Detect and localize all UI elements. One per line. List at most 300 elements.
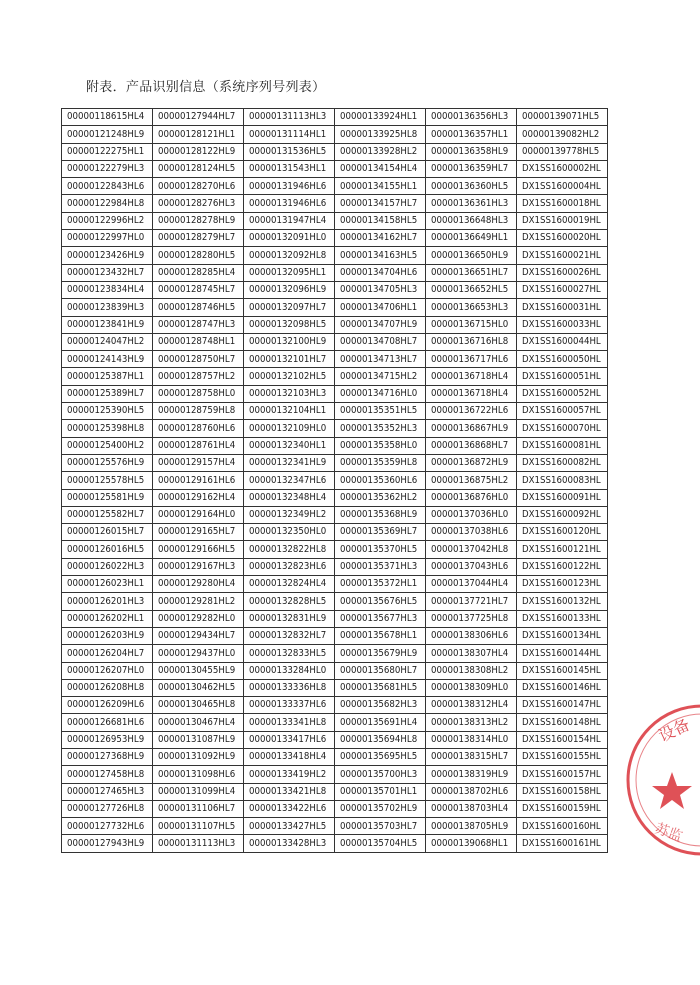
serial-number-cell: 00000134158HL5 — [335, 212, 426, 229]
serial-number-cell: DX1SS1600018HL — [517, 195, 608, 212]
serial-number-cell: 00000132100HL9 — [244, 333, 335, 350]
serial-number-cell: 00000135676HL5 — [335, 593, 426, 610]
serial-number-cell: 00000122984HL8 — [62, 195, 153, 212]
serial-number-cell: 00000126202HL1 — [62, 610, 153, 627]
serial-number-cell: 00000136648HL3 — [426, 212, 517, 229]
serial-number-cell: 00000133422HL6 — [244, 800, 335, 817]
serial-number-cell: 00000139071HL5 — [517, 109, 608, 126]
serial-number-cell: 00000134705HL3 — [335, 281, 426, 298]
table-row — [62, 748, 608, 765]
serial-number-cell: DX1SS1600120HL — [517, 524, 608, 541]
serial-number-cell: 00000125389HL7 — [62, 385, 153, 402]
serial-number-cell: 00000134716HL0 — [335, 385, 426, 402]
table-row — [62, 506, 608, 523]
serial-number-cell: 00000126023HL1 — [62, 576, 153, 593]
serial-number-cell: DX1SS1600154HL — [517, 731, 608, 748]
serial-number-cell: 00000135352HL3 — [335, 420, 426, 437]
table-row — [62, 645, 608, 662]
serial-number-cell: 00000127726HL8 — [62, 800, 153, 817]
serial-number-cell: 00000122997HL0 — [62, 230, 153, 247]
serial-number-cell: 00000131946HL6 — [244, 195, 335, 212]
table-row — [62, 610, 608, 627]
serial-number-cell: DX1SS1600092HL — [517, 506, 608, 523]
table-row — [62, 368, 608, 385]
table-row — [62, 333, 608, 350]
serial-number-cell: 00000136867HL9 — [426, 420, 517, 437]
serial-number-cell: 00000122843HL6 — [62, 178, 153, 195]
table-row — [62, 420, 608, 437]
serial-number-cell: 00000132109HL0 — [244, 420, 335, 437]
serial-number-cell: 00000132103HL3 — [244, 385, 335, 402]
serial-number-cell: 00000135702HL9 — [335, 800, 426, 817]
serial-number-cell: 00000135704HL5 — [335, 835, 426, 852]
serial-number-cell: 00000126203HL9 — [62, 627, 153, 644]
serial-number-cell: 00000128279HL7 — [153, 230, 244, 247]
seal-star-icon — [652, 772, 692, 809]
serial-number-cell: 00000124047HL2 — [62, 333, 153, 350]
serial-number-cell: 00000128122HL9 — [153, 143, 244, 160]
table-row — [62, 247, 608, 264]
serial-number-cell: 00000131092HL9 — [153, 748, 244, 765]
table-row — [62, 472, 608, 489]
serial-number-cell: 00000135695HL5 — [335, 748, 426, 765]
serial-number-cell: 00000131107HL5 — [153, 818, 244, 835]
serial-number-cell: 00000130467HL4 — [153, 714, 244, 731]
serial-number-cell: 00000125581HL9 — [62, 489, 153, 506]
serial-number-cell: 00000126681HL6 — [62, 714, 153, 731]
serial-number-cell: 00000135700HL3 — [335, 766, 426, 783]
serial-number-cell: 00000123834HL4 — [62, 281, 153, 298]
serial-number-cell: 00000135359HL8 — [335, 454, 426, 471]
serial-number-cell: 00000131113HL3 — [244, 109, 335, 126]
table-row — [62, 835, 608, 852]
serial-number-cell: 00000136361HL3 — [426, 195, 517, 212]
serial-number-cell: 00000127368HL9 — [62, 748, 153, 765]
serial-number-cell: 00000134713HL7 — [335, 351, 426, 368]
serial-number-cell: 00000127732HL6 — [62, 818, 153, 835]
serial-number-cell: 00000133284HL0 — [244, 662, 335, 679]
table-row — [62, 800, 608, 817]
serial-number-cell: 00000132349HL2 — [244, 506, 335, 523]
serial-number-cell: 00000125576HL9 — [62, 454, 153, 471]
svg-text:苏监: 苏监 — [652, 820, 685, 846]
serial-number-cell: 00000135694HL8 — [335, 731, 426, 748]
serial-number-cell: DX1SS1600091HL — [517, 489, 608, 506]
serial-number-cell: 00000133924HL1 — [335, 109, 426, 126]
serial-number-cell: 00000132831HL9 — [244, 610, 335, 627]
serial-number-cell: 00000132347HL6 — [244, 472, 335, 489]
serial-number-cell: 00000126015HL7 — [62, 524, 153, 541]
serial-number-cell: 00000136718HL4 — [426, 385, 517, 402]
serial-number-cell: 00000132823HL6 — [244, 558, 335, 575]
table-row — [62, 385, 608, 402]
serial-number-cell: DX1SS1600044HL — [517, 333, 608, 350]
serial-number-cell: 00000136651HL7 — [426, 264, 517, 281]
serial-number-cell: DX1SS1600052HL — [517, 385, 608, 402]
serial-number-cell: 00000127458HL8 — [62, 766, 153, 783]
serial-number-cell: 00000135681HL5 — [335, 679, 426, 696]
serial-number-cell: 00000131106HL7 — [153, 800, 244, 817]
serial-number-cell: DX1SS1600081HL — [517, 437, 608, 454]
serial-number-cell: 00000123841HL9 — [62, 316, 153, 333]
table-row — [62, 160, 608, 177]
table-row — [62, 126, 608, 143]
serial-number-cell: 00000132822HL8 — [244, 541, 335, 558]
serial-number-cell: 00000123426HL9 — [62, 247, 153, 264]
serial-number-cell: 00000122275HL1 — [62, 143, 153, 160]
serial-number-cell: 00000121248HL9 — [62, 126, 153, 143]
serial-number-cell: DX1SS1600145HL — [517, 662, 608, 679]
serial-number-cell: 00000128746HL5 — [153, 299, 244, 316]
serial-number-cell: 00000135678HL1 — [335, 627, 426, 644]
serial-number-cell: 00000136653HL3 — [426, 299, 517, 316]
serial-number-cell: 00000132102HL5 — [244, 368, 335, 385]
serial-number-cell: 00000128121HL1 — [153, 126, 244, 143]
serial-number-cell: DX1SS1600157HL — [517, 766, 608, 783]
serial-number-cell: 00000126016HL5 — [62, 541, 153, 558]
serial-number-table — [61, 108, 608, 853]
serial-number-cell: DX1SS1600148HL — [517, 714, 608, 731]
serial-number-cell: 00000125400HL2 — [62, 437, 153, 454]
serial-number-cell: 00000126207HL0 — [62, 662, 153, 679]
serial-number-cell: 00000129280HL4 — [153, 576, 244, 593]
serial-number-cell: 00000131536HL5 — [244, 143, 335, 160]
serial-number-cell: 00000136649HL1 — [426, 230, 517, 247]
serial-number-cell: 00000138705HL9 — [426, 818, 517, 835]
serial-number-cell: 00000133427HL5 — [244, 818, 335, 835]
serial-number-cell: 00000135682HL3 — [335, 697, 426, 714]
serial-number-cell: 00000118615HL4 — [62, 109, 153, 126]
serial-number-cell: 00000132097HL7 — [244, 299, 335, 316]
serial-number-cell: 00000126953HL9 — [62, 731, 153, 748]
serial-number-cell: DX1SS1600159HL — [517, 800, 608, 817]
serial-number-cell: 00000135371HL3 — [335, 558, 426, 575]
serial-number-cell: 00000123839HL3 — [62, 299, 153, 316]
serial-number-cell: 00000136356HL3 — [426, 109, 517, 126]
serial-number-cell: 00000126204HL7 — [62, 645, 153, 662]
serial-number-cell: 00000138703HL4 — [426, 800, 517, 817]
serial-number-cell: 00000134163HL5 — [335, 247, 426, 264]
serial-number-cell: DX1SS1600144HL — [517, 645, 608, 662]
serial-number-cell: DX1SS1600031HL — [517, 299, 608, 316]
serial-number-cell: 00000129157HL4 — [153, 454, 244, 471]
serial-number-cell: 00000131099HL4 — [153, 783, 244, 800]
serial-number-cell: 00000132828HL5 — [244, 593, 335, 610]
serial-number-cell: DX1SS1600146HL — [517, 679, 608, 696]
serial-number-cell: 00000135369HL7 — [335, 524, 426, 541]
serial-number-cell: 00000136652HL5 — [426, 281, 517, 298]
serial-number-cell: 00000136357HL1 — [426, 126, 517, 143]
table-row — [62, 143, 608, 160]
serial-number-cell: 00000137042HL8 — [426, 541, 517, 558]
serial-number-cell: 00000128758HL0 — [153, 385, 244, 402]
serial-number-cell: 00000133341HL8 — [244, 714, 335, 731]
table-row — [62, 818, 608, 835]
serial-number-cell: 00000138319HL9 — [426, 766, 517, 783]
serial-number-cell: DX1SS1600070HL — [517, 420, 608, 437]
serial-number-cell: DX1SS1600160HL — [517, 818, 608, 835]
serial-number-cell: 00000135703HL7 — [335, 818, 426, 835]
serial-number-cell: 00000130455HL9 — [153, 662, 244, 679]
table-row — [62, 109, 608, 126]
serial-number-cell: 00000132348HL4 — [244, 489, 335, 506]
table-row — [62, 351, 608, 368]
serial-number-cell: 00000125582HL7 — [62, 506, 153, 523]
serial-number-cell: 00000129282HL0 — [153, 610, 244, 627]
serial-number-cell: 00000136359HL7 — [426, 160, 517, 177]
serial-number-cell: 00000128748HL1 — [153, 333, 244, 350]
serial-number-cell: 00000139778HL5 — [517, 143, 608, 160]
serial-number-cell: 00000138315HL7 — [426, 748, 517, 765]
serial-number-cell: 00000128745HL7 — [153, 281, 244, 298]
serial-number-cell: 00000139082HL2 — [517, 126, 608, 143]
table-row — [62, 178, 608, 195]
table-row — [62, 299, 608, 316]
serial-number-cell: 00000136715HL0 — [426, 316, 517, 333]
serial-number-cell: DX1SS1600057HL — [517, 403, 608, 420]
serial-number-cell: 00000128270HL6 — [153, 178, 244, 195]
table-row — [62, 230, 608, 247]
serial-number-cell: 00000135370HL5 — [335, 541, 426, 558]
serial-number-cell: 00000133925HL8 — [335, 126, 426, 143]
table-row — [62, 264, 608, 281]
serial-number-cell: 00000137044HL4 — [426, 576, 517, 593]
table-row — [62, 489, 608, 506]
serial-number-cell: 00000134706HL1 — [335, 299, 426, 316]
table-row — [62, 731, 608, 748]
serial-number-cell: 00000134154HL4 — [335, 160, 426, 177]
serial-number-cell: 00000129167HL3 — [153, 558, 244, 575]
serial-number-cell: 00000128124HL5 — [153, 160, 244, 177]
serial-number-cell: 00000129161HL6 — [153, 472, 244, 489]
serial-number-cell: 00000126201HL3 — [62, 593, 153, 610]
serial-number-cell: 00000136876HL0 — [426, 489, 517, 506]
serial-number-cell: 00000126209HL6 — [62, 697, 153, 714]
table-row — [62, 454, 608, 471]
table-row — [62, 403, 608, 420]
serial-number-cell: DX1SS1600019HL — [517, 212, 608, 229]
serial-number-cell: DX1SS1600002HL — [517, 160, 608, 177]
serial-number-cell: 00000132341HL9 — [244, 454, 335, 471]
serial-number-cell: 00000133421HL8 — [244, 783, 335, 800]
serial-number-cell: 00000139068HL1 — [426, 835, 517, 852]
serial-number-cell: 00000136716HL8 — [426, 333, 517, 350]
serial-number-cell: 00000132095HL1 — [244, 264, 335, 281]
serial-number-cell: 00000138306HL6 — [426, 627, 517, 644]
serial-number-cell: DX1SS1600027HL — [517, 281, 608, 298]
serial-number-cell: 00000129164HL0 — [153, 506, 244, 523]
table-row — [62, 541, 608, 558]
serial-number-cell: DX1SS1600004HL — [517, 178, 608, 195]
svg-text:设备: 设备 — [655, 714, 693, 746]
serial-number-cell: 00000129434HL7 — [153, 627, 244, 644]
serial-number-cell: 00000126022HL3 — [62, 558, 153, 575]
serial-number-cell: 00000132092HL8 — [244, 247, 335, 264]
serial-number-cell: 00000125390HL5 — [62, 403, 153, 420]
serial-number-cell: 00000128759HL8 — [153, 403, 244, 420]
serial-number-cell: DX1SS1600161HL — [517, 835, 608, 852]
serial-number-cell: 00000134704HL6 — [335, 264, 426, 281]
serial-number-cell: DX1SS1600132HL — [517, 593, 608, 610]
serial-number-cell: 00000138308HL2 — [426, 662, 517, 679]
serial-number-cell: DX1SS1600155HL — [517, 748, 608, 765]
serial-number-cell: 00000136718HL4 — [426, 368, 517, 385]
serial-number-cell: 00000136358HL9 — [426, 143, 517, 160]
serial-number-cell: 00000135691HL4 — [335, 714, 426, 731]
serial-number-cell: 00000125387HL1 — [62, 368, 153, 385]
serial-number-cell: 00000128276HL3 — [153, 195, 244, 212]
serial-number-cell: 00000131098HL6 — [153, 766, 244, 783]
serial-number-cell: 00000126208HL8 — [62, 679, 153, 696]
serial-number-cell: 00000128280HL5 — [153, 247, 244, 264]
serial-number-cell: 00000137038HL6 — [426, 524, 517, 541]
table-row — [62, 697, 608, 714]
serial-number-cell: 00000122996HL2 — [62, 212, 153, 229]
serial-number-cell: 00000136868HL7 — [426, 437, 517, 454]
serial-number-cell: 00000137036HL0 — [426, 506, 517, 523]
serial-number-cell: 00000132096HL9 — [244, 281, 335, 298]
serial-number-cell: 00000135368HL9 — [335, 506, 426, 523]
serial-number-cell: 00000131087HL9 — [153, 731, 244, 748]
serial-number-cell: DX1SS1600033HL — [517, 316, 608, 333]
serial-number-cell: 00000136722HL6 — [426, 403, 517, 420]
serial-number-cell: DX1SS1600123HL — [517, 576, 608, 593]
serial-number-cell: DX1SS1600134HL — [517, 627, 608, 644]
serial-number-cell: 00000134715HL2 — [335, 368, 426, 385]
serial-number-cell: DX1SS1600133HL — [517, 610, 608, 627]
serial-number-cell: DX1SS1600147HL — [517, 697, 608, 714]
official-seal-stamp — [622, 700, 700, 860]
serial-number-cell: DX1SS1600122HL — [517, 558, 608, 575]
serial-number-cell: 00000131543HL1 — [244, 160, 335, 177]
serial-number-cell: DX1SS1600082HL — [517, 454, 608, 471]
serial-number-cell: 00000133418HL4 — [244, 748, 335, 765]
serial-number-cell: 00000135679HL9 — [335, 645, 426, 662]
serial-number-cell: 00000138312HL4 — [426, 697, 517, 714]
table-row — [62, 437, 608, 454]
serial-table-body — [62, 109, 608, 853]
serial-number-cell: 00000122279HL3 — [62, 160, 153, 177]
serial-number-cell: 00000138309HL0 — [426, 679, 517, 696]
table-row — [62, 679, 608, 696]
serial-number-cell: DX1SS1600083HL — [517, 472, 608, 489]
serial-number-cell: 00000138307HL4 — [426, 645, 517, 662]
serial-number-cell: 00000132104HL1 — [244, 403, 335, 420]
serial-number-cell: DX1SS1600020HL — [517, 230, 608, 247]
serial-number-cell: 00000137043HL6 — [426, 558, 517, 575]
table-row — [62, 766, 608, 783]
serial-number-cell: 00000134155HL1 — [335, 178, 426, 195]
serial-number-cell: 00000135372HL1 — [335, 576, 426, 593]
serial-number-cell: 00000138702HL6 — [426, 783, 517, 800]
serial-number-cell: 00000127944HL7 — [153, 109, 244, 126]
serial-number-cell: 00000137725HL8 — [426, 610, 517, 627]
serial-number-cell: 00000136872HL9 — [426, 454, 517, 471]
table-row — [62, 195, 608, 212]
serial-number-cell: 00000129162HL4 — [153, 489, 244, 506]
table-row — [62, 627, 608, 644]
table-row — [62, 316, 608, 333]
serial-number-cell: DX1SS1600158HL — [517, 783, 608, 800]
table-row — [62, 558, 608, 575]
table-row — [62, 662, 608, 679]
serial-number-cell: 00000134708HL7 — [335, 333, 426, 350]
serial-number-cell: 00000133419HL2 — [244, 766, 335, 783]
serial-number-cell: 00000129281HL2 — [153, 593, 244, 610]
serial-number-cell: DX1SS1600026HL — [517, 264, 608, 281]
table-row — [62, 212, 608, 229]
serial-number-cell: 00000138313HL2 — [426, 714, 517, 731]
serial-number-cell: 00000131114HL1 — [244, 126, 335, 143]
serial-number-cell: 00000135358HL0 — [335, 437, 426, 454]
serial-number-cell: 00000123432HL7 — [62, 264, 153, 281]
serial-number-cell: 00000133336HL8 — [244, 679, 335, 696]
table-row — [62, 576, 608, 593]
serial-number-cell: 00000128761HL4 — [153, 437, 244, 454]
serial-number-cell: 00000128757HL2 — [153, 368, 244, 385]
table-row — [62, 714, 608, 731]
serial-number-cell: 00000128760HL6 — [153, 420, 244, 437]
serial-number-cell: DX1SS1600050HL — [517, 351, 608, 368]
serial-number-cell: 00000133417HL6 — [244, 731, 335, 748]
table-row — [62, 524, 608, 541]
serial-number-cell: 00000125578HL5 — [62, 472, 153, 489]
serial-number-cell: 00000138314HL0 — [426, 731, 517, 748]
serial-number-cell: 00000132091HL0 — [244, 230, 335, 247]
table-row — [62, 593, 608, 610]
page-title: 附表．产品识别信息（系统序列号列表） — [86, 80, 326, 95]
serial-number-cell: 00000134707HL9 — [335, 316, 426, 333]
table-row — [62, 783, 608, 800]
serial-number-cell: DX1SS1600121HL — [517, 541, 608, 558]
serial-number-cell: 00000132833HL5 — [244, 645, 335, 662]
serial-number-cell: 00000125398HL8 — [62, 420, 153, 437]
serial-number-cell: 00000132832HL7 — [244, 627, 335, 644]
table-row — [62, 281, 608, 298]
serial-number-cell: 00000136717HL6 — [426, 351, 517, 368]
serial-number-cell: 00000131113HL3 — [153, 835, 244, 852]
serial-number-cell: 00000136875HL2 — [426, 472, 517, 489]
serial-number-cell: 00000129437HL0 — [153, 645, 244, 662]
serial-number-cell: 00000128285HL4 — [153, 264, 244, 281]
serial-number-cell: 00000132101HL7 — [244, 351, 335, 368]
serial-number-cell: 00000131946HL6 — [244, 178, 335, 195]
serial-number-cell: 00000132340HL1 — [244, 437, 335, 454]
serial-number-cell: 00000128750HL7 — [153, 351, 244, 368]
serial-number-cell: 00000135677HL3 — [335, 610, 426, 627]
serial-number-cell: 00000133428HL3 — [244, 835, 335, 852]
serial-number-cell: DX1SS1600051HL — [517, 368, 608, 385]
serial-number-cell: 00000127465HL3 — [62, 783, 153, 800]
serial-number-cell: 00000129166HL5 — [153, 541, 244, 558]
serial-number-cell: 00000128747HL3 — [153, 316, 244, 333]
serial-number-cell: 00000137721HL7 — [426, 593, 517, 610]
serial-number-cell: 00000128278HL9 — [153, 212, 244, 229]
serial-number-cell: 00000135351HL5 — [335, 403, 426, 420]
serial-number-cell: 00000129165HL7 — [153, 524, 244, 541]
serial-number-cell: 00000131947HL4 — [244, 212, 335, 229]
serial-number-cell: 00000127943HL9 — [62, 835, 153, 852]
serial-number-cell: 00000133928HL2 — [335, 143, 426, 160]
serial-number-cell: 00000132350HL0 — [244, 524, 335, 541]
serial-number-cell: 00000124143HL9 — [62, 351, 153, 368]
serial-number-cell: 00000132098HL5 — [244, 316, 335, 333]
serial-number-cell: 00000136360HL5 — [426, 178, 517, 195]
serial-number-cell: 00000136650HL9 — [426, 247, 517, 264]
serial-number-cell: DX1SS1600021HL — [517, 247, 608, 264]
serial-number-cell: 00000130462HL5 — [153, 679, 244, 696]
serial-number-cell: 00000135701HL1 — [335, 783, 426, 800]
